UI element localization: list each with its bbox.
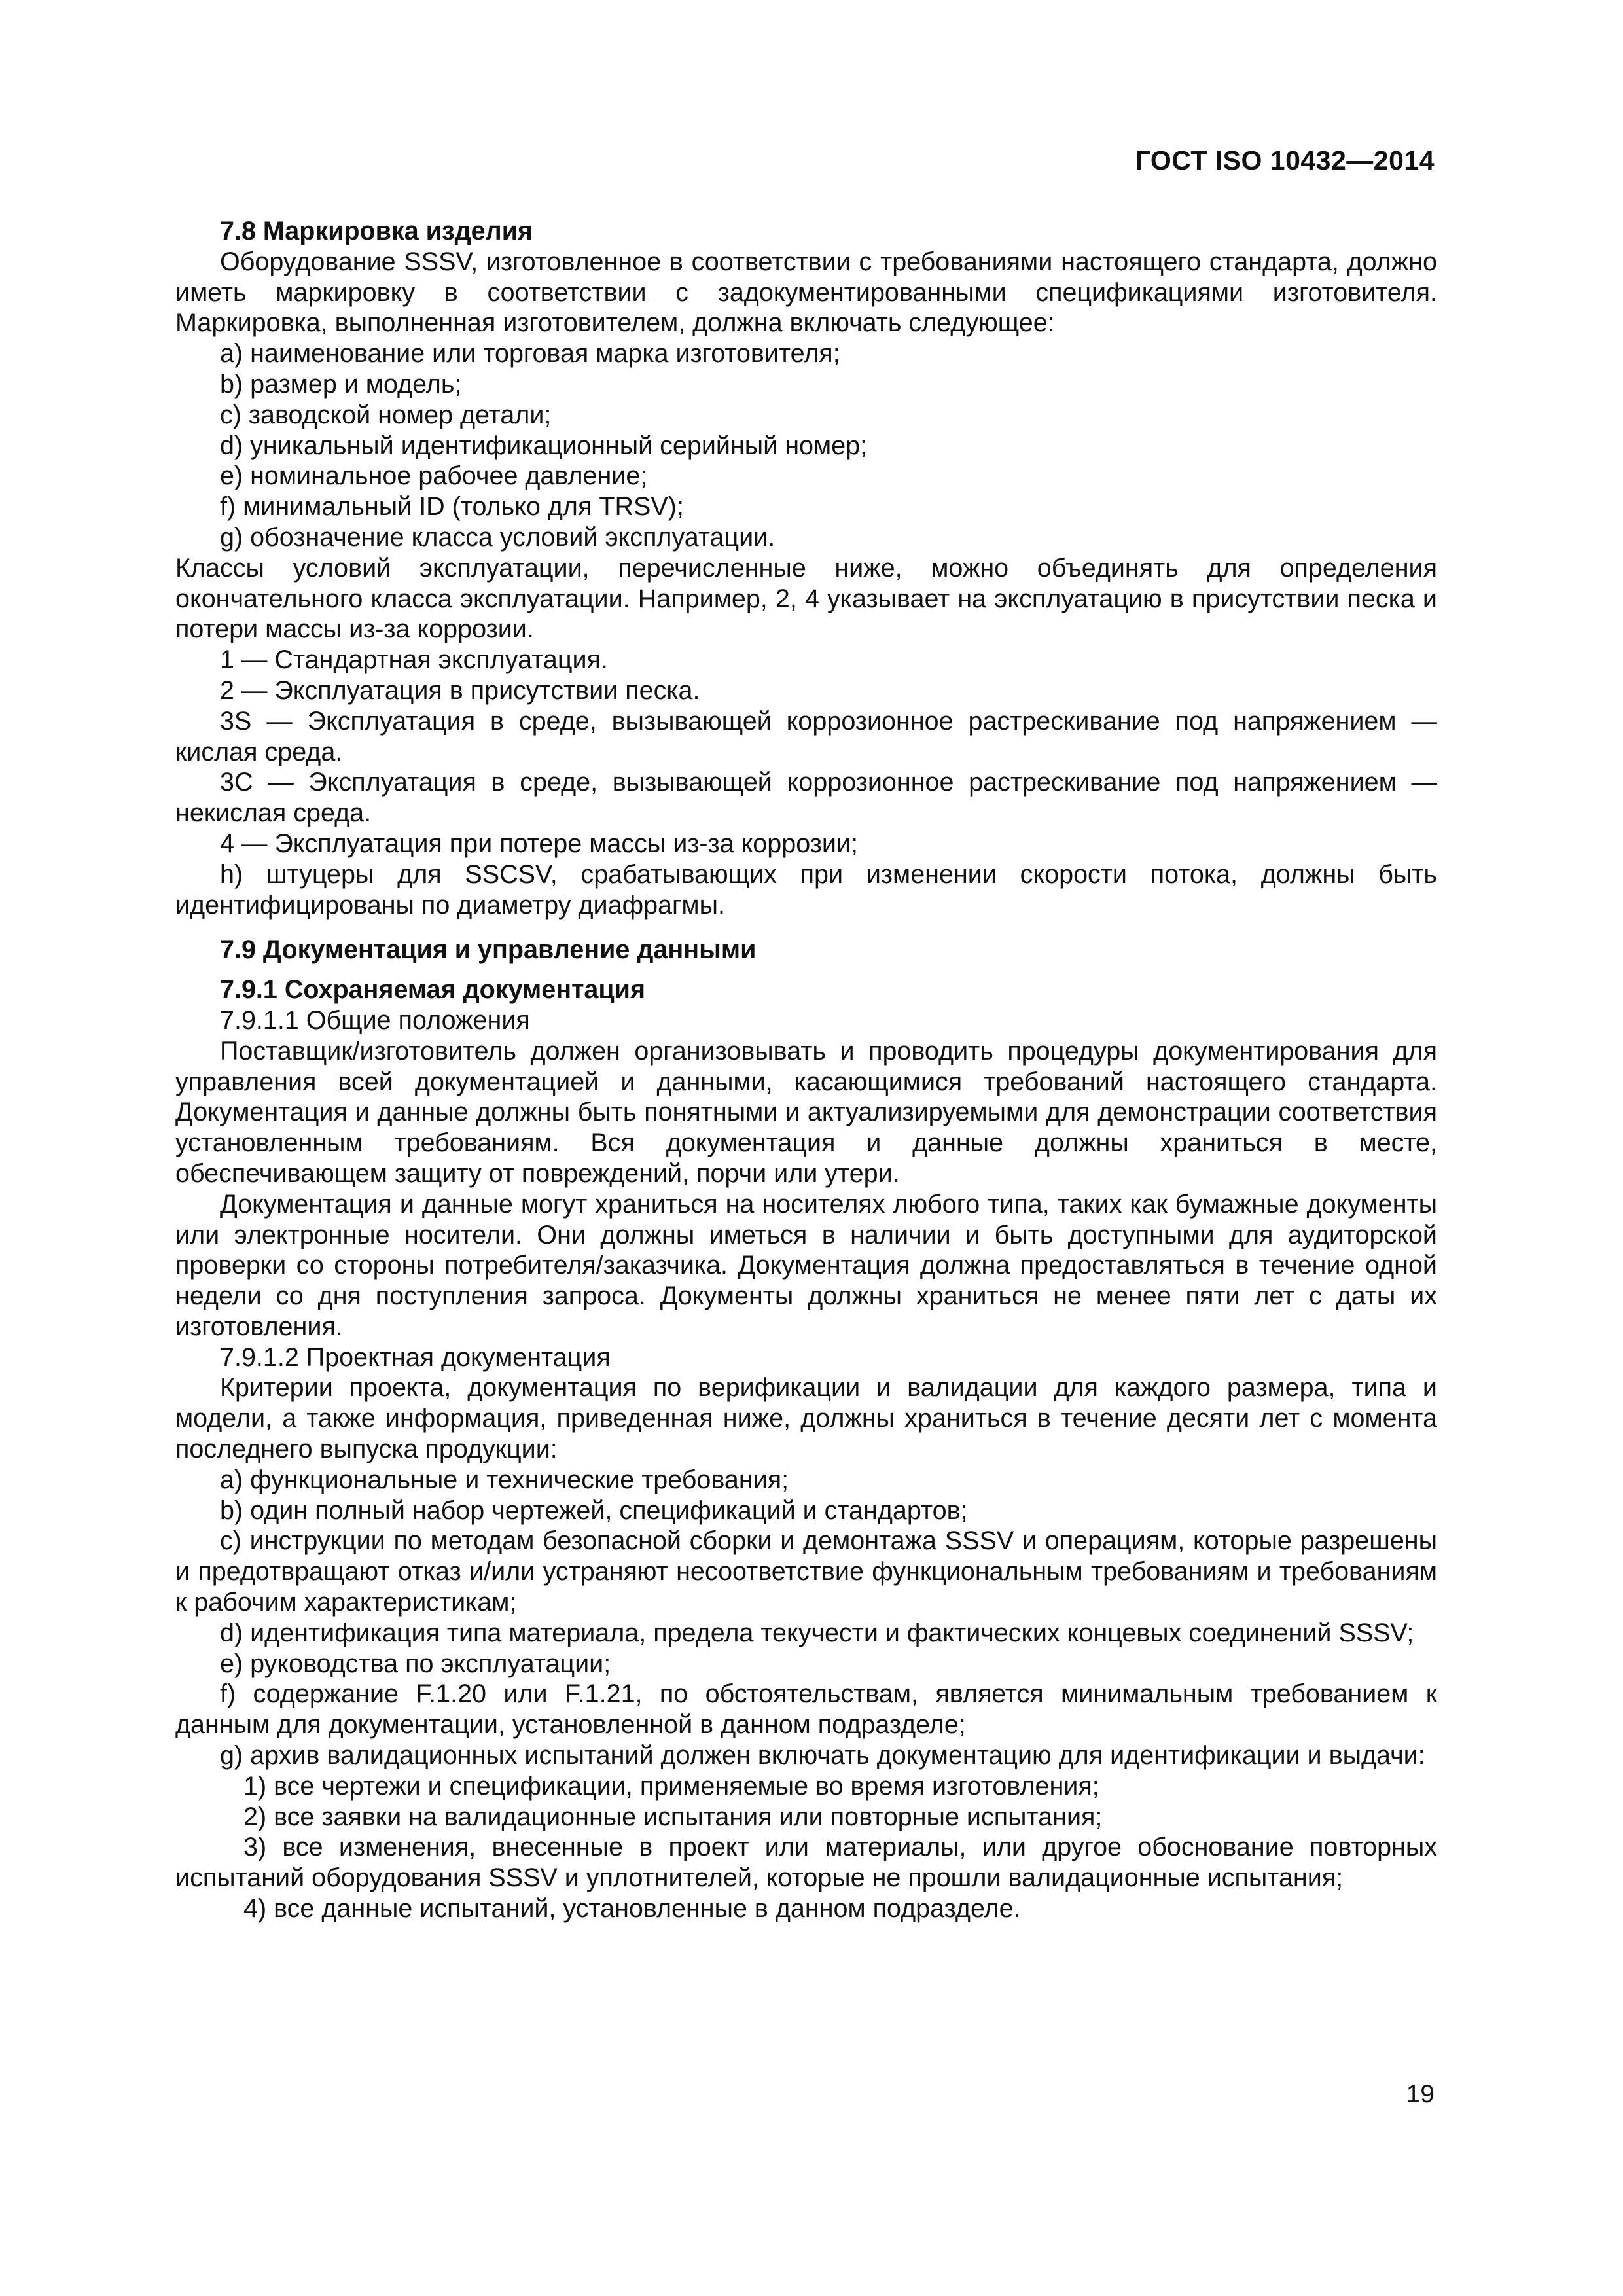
- design-doc-list-item: d) идентификация типа материала, предела текучести и фактических концевых соединений SSSV;: [220, 1618, 1414, 1647]
- section-7-8-heading: 7.8 Маркировка изделия: [220, 217, 533, 245]
- design-doc-list-item: g) архив валидационных испытаний должен включать документацию для идентификации и выдачи:: [220, 1741, 1425, 1770]
- validation-archive-subitem: 3) все изменения, внесенные в проект или материалы, или другое обоснование повторных испытаний оборудования SSSV и уплотнителей, которые не прошли валидационные испытания;: [175, 1833, 1437, 1893]
- service-class-item: 2 — Эксплуатация в присутствии песка.: [220, 675, 700, 705]
- design-doc-list-item: c) инструкции по методам безопасной сборки и демонтажа SSSV и операциям, которые разрешены и предотвращают отказ и/или устраняют несоответствие функциональным требованиям и требованиям к рабочим характеристикам;: [175, 1526, 1437, 1617]
- general-provisions-paragraph-2: Документация и данные могут храниться на носителях любого типа, таких как бумажные документы или электронные носители. Они должны иметься в наличии и быть доступными для аудиторской проверки со стороны потребителя/заказчика. Документация должна предоставляться в течение одной недели со дня поступления запроса. Документы должны храниться не менее пяти лет с даты их изготовления.: [175, 1189, 1437, 1341]
- page-number: 19: [1406, 2080, 1435, 2108]
- section-7-9-1-heading: 7.9.1 Сохраняемая документация: [220, 975, 645, 1005]
- validation-archive-subitem: 1) все чертежи и спецификации, применяемые во время изготовления;: [243, 1771, 1099, 1801]
- service-class-item: 3S — Эксплуатация в среде, вызывающей коррозионное растрескивание под напряжением — кислая среда.: [175, 706, 1437, 766]
- section-7-8-intro: Оборудование SSSV, изготовленное в соответствии с требованиями настоящего стандарта, должно иметь маркировку в соответствии с задокументированными спецификациями изготовителя. Маркировка, выполненная изготовителем, должна включать следующее:: [175, 247, 1437, 338]
- service-class-item: 3С — Эксплуатация в среде, вызывающей коррозионное растрескивание под напряжением — некислая среда.: [175, 768, 1437, 828]
- section-7-9-heading: 7.9 Документация и управление данными: [220, 935, 757, 965]
- service-classes-paragraph: Классы условий эксплуатации, перечисленные ниже, можно объединять для определения окончательного класса эксплуатации. Например, 2, 4 указывает на эксплуатацию в присутствии песка и потери массы из-за коррозии.: [175, 553, 1437, 644]
- service-class-item: 1 — Стандартная эксплуатация.: [220, 645, 608, 675]
- marking-list-item: e) номинальное рабочее давление;: [220, 461, 648, 491]
- design-doc-list-item: a) функциональные и технические требования;: [220, 1465, 789, 1494]
- marking-list-item-h: h) штуцеры для SSCSV, срабатывающих при изменении скорости потока, должны быть идентифицированы по диаметру диафрагмы.: [175, 859, 1437, 920]
- marking-list-item: b) размер и модель;: [220, 369, 462, 399]
- validation-archive-subitem: 4) все данные испытаний, установленные в данном подразделе.: [243, 1894, 1021, 1924]
- design-doc-list-item: e) руководства по эксплуатации;: [220, 1649, 611, 1678]
- general-provisions-paragraph-1: Поставщик/изготовитель должен организовывать и проводить процедуры документирования для управления всей документацией и данными, касающимися требований настоящего стандарта. Документация и данные должны быть понятными и актуализируемыми для демонстрации соответствия установленным требованиям. Вся документация и данные должны храниться в месте, обеспечивающем защиту от повреждений, порчи или утери.: [175, 1036, 1437, 1188]
- marking-list-item: a) наименование или торговая марка изготовителя;: [220, 339, 840, 368]
- marking-list-item: f) минимальный ID (только для TRSV);: [220, 492, 684, 522]
- marking-list-item: d) уникальный идентификационный серийный номер;: [220, 431, 868, 460]
- design-doc-list-item: b) один полный набор чертежей, спецификаций и стандартов;: [220, 1496, 968, 1525]
- document-code-header: ГОСТ ISO 10432—2014: [1135, 145, 1435, 175]
- marking-list-item: g) обозначение класса условий эксплуатации.: [220, 522, 776, 552]
- validation-archive-subitem: 2) все заявки на валидационные испытания или повторные испытания;: [243, 1802, 1103, 1831]
- section-7-9-1-1-heading: 7.9.1.1 Общие положения: [220, 1005, 530, 1035]
- page-content: [175, 216, 1437, 1924]
- marking-list-item: c) заводской номер детали;: [220, 400, 552, 429]
- design-documentation-intro: Критерии проекта, документация по верификации и валидации для каждого размера, типа и модели, а также информация, приведенная ниже, должны храниться в течение десяти лет с момента последнего выпуска продукции:: [175, 1373, 1437, 1464]
- section-7-9-1-2-heading: 7.9.1.2 Проектная документация: [220, 1342, 611, 1372]
- design-doc-list-item: f) содержание F.1.20 или F.1.21, по обстоятельствам, является минимальным требованием к данным для документации, установленной в данном подразделе;: [175, 1679, 1437, 1740]
- service-class-item: 4 — Эксплуатация при потере массы из-за коррозии;: [220, 829, 858, 858]
